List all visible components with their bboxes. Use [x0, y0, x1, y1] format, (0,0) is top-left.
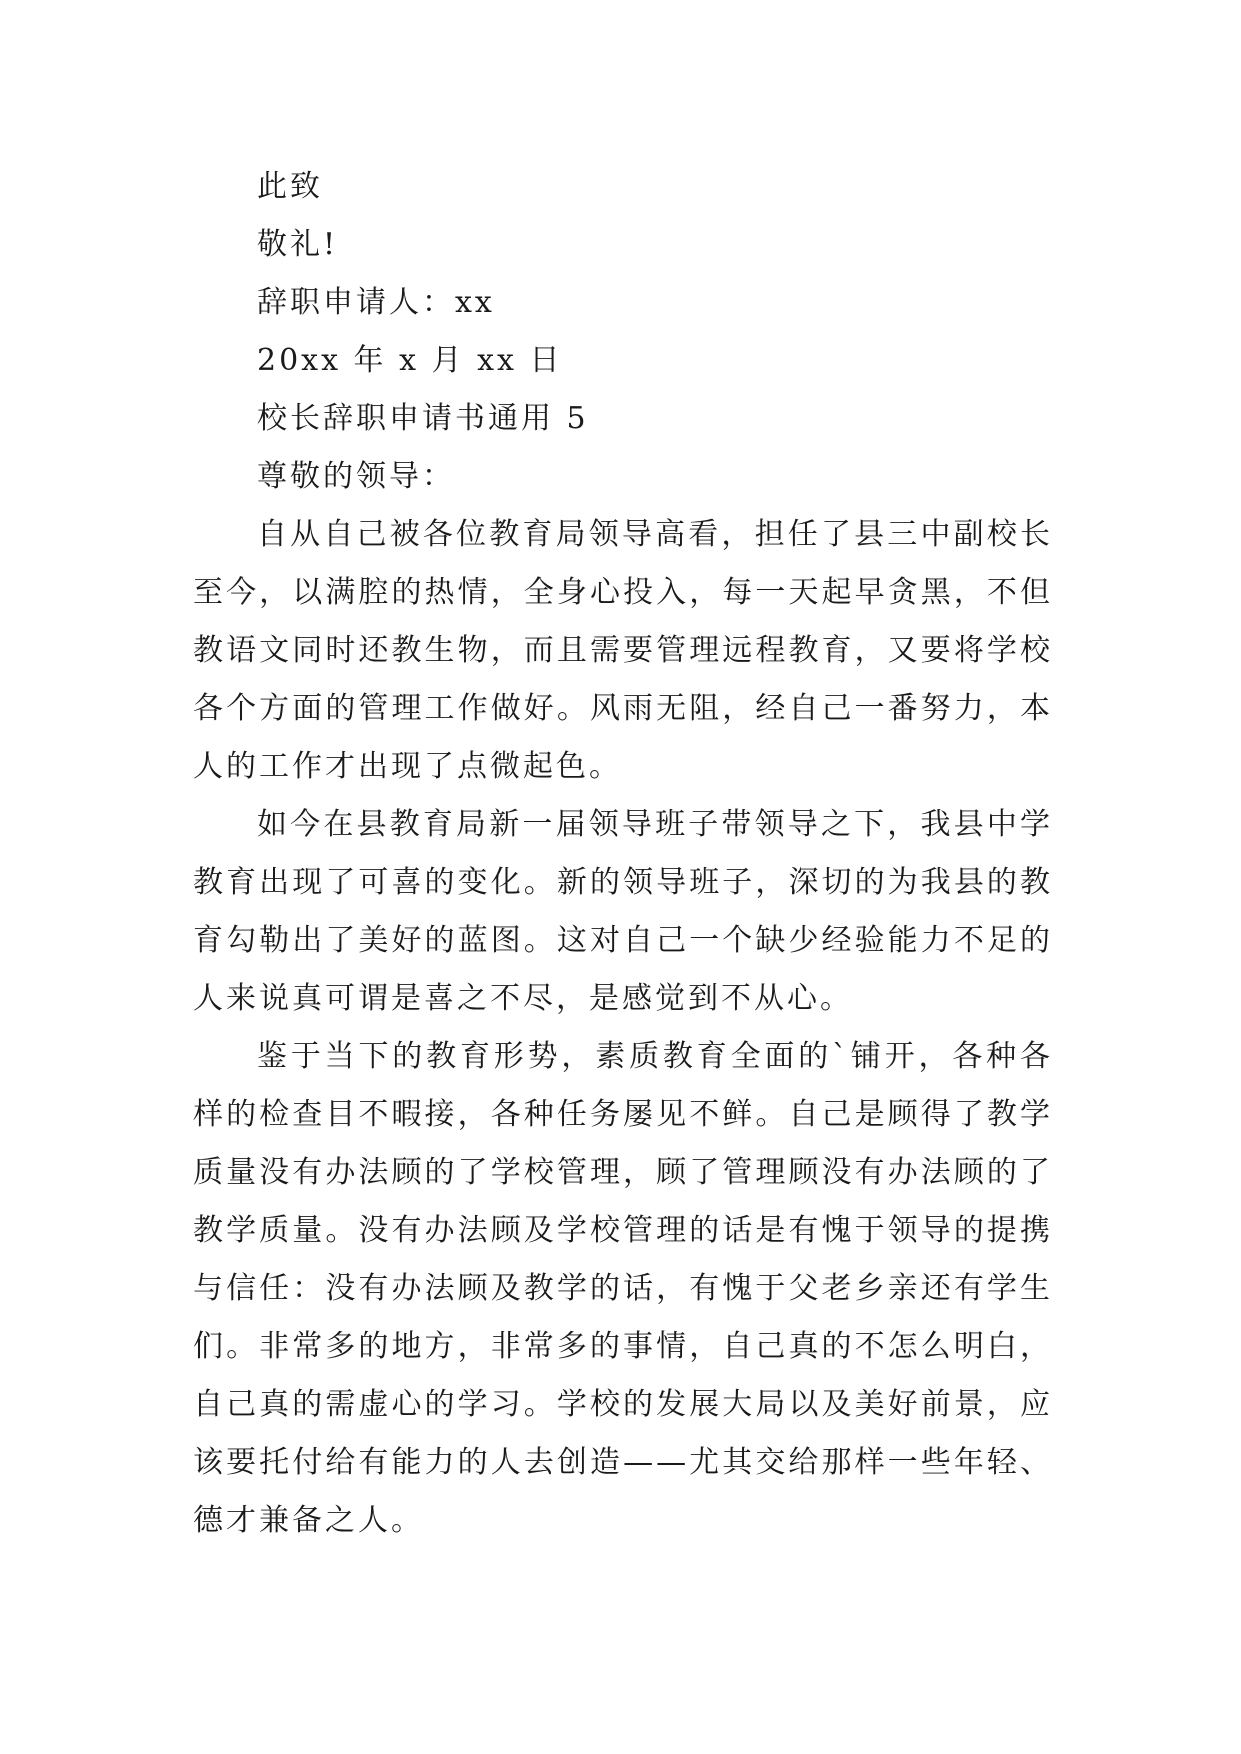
body-paragraph-1: 自从自己被各位教育局领导高看，担任了县三中副校长至今，以满腔的热情，全身心投入，每一天起早贪黑，不但教语文同时还教生物，而且需要管理远程教育，又要将学校各个方面的管理工作做好。风雨无阻，经自己一番努力，本人的工作才出现了点微起色。 — [193, 517, 1053, 784]
body-paragraph-2: 如今在县教育局新一届领导班子带领导之下，我县中学教育出现了可喜的变化。新的领导班子，深切的为我县的教育勾勒出了美好的蓝图。这对自己一个缺少经验能力不足的人来说真可谓是喜之不尽，是感觉到不从心。 — [193, 807, 1053, 1016]
closing-regards: 敬礼! — [257, 227, 339, 262]
document-body — [193, 158, 1053, 1550]
greeting: 尊敬的领导： — [257, 459, 455, 494]
body-paragraph-3: 鉴于当下的教育形势，素质教育全面的`铺开，各种各样的检查目不暇接，各种任务屡见不鲜。自己是顾得了教学质量没有办法顾的了学校管理，顾了管理顾没有办法顾的了教学质量。没有办法顾及学校管理的话是有愧于领导的提携与信任：没有办法顾及教学的话，有愧于父老乡亲还有学生们。非常多的地方，非常多的事情，自己真的不怎么明白，自己真的需虚心的学习。学校的发展大局以及美好前景，应该要托付给有能力的人去创造——尤其交给那样一些年轻、德才兼备之人。 — [193, 1039, 1053, 1538]
closing-salutation: 此致 — [257, 169, 323, 204]
section-title: 校长辞职申请书通用 5 — [257, 401, 589, 436]
applicant-signature: 辞职申请人：xx — [257, 285, 495, 320]
signature-date: 20xx 年 x 月 xx 日 — [257, 343, 563, 378]
